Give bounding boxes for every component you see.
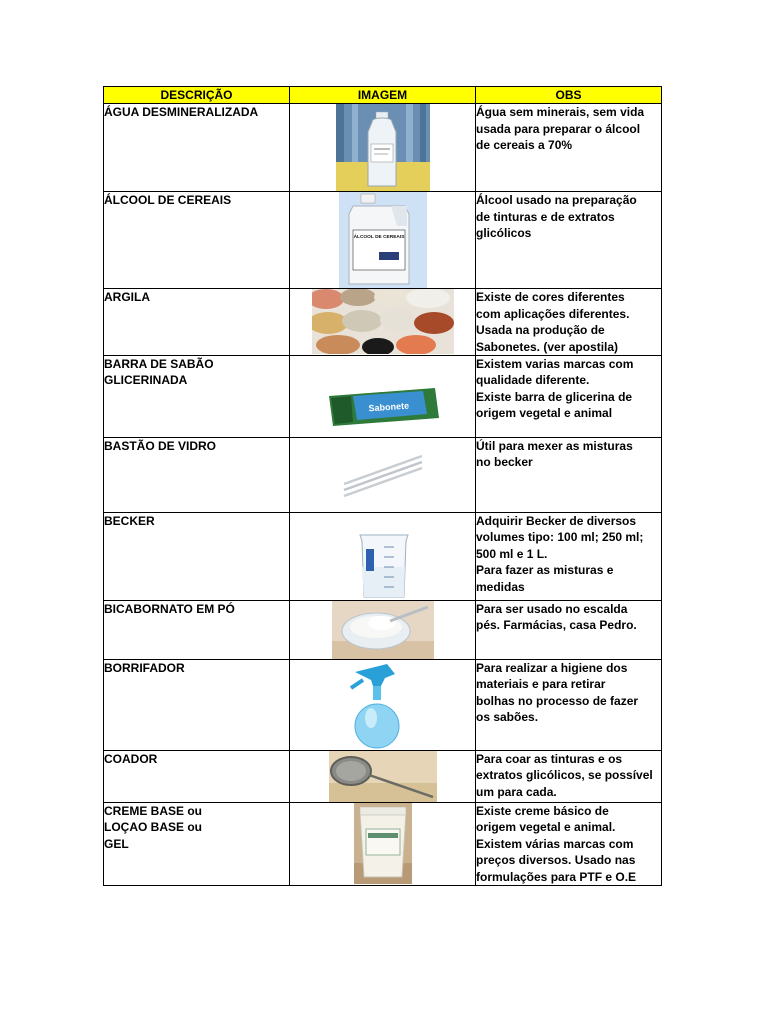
clay-powders-image xyxy=(312,289,454,354)
table-row xyxy=(104,513,662,601)
obs-text: 500 ml e 1 L. xyxy=(476,546,548,561)
table-row xyxy=(104,289,662,356)
description-cell xyxy=(104,289,290,356)
glycerin-soap-image xyxy=(323,374,443,434)
alcohol-label-text: ÁLCOOL DE CEREAIS xyxy=(353,235,404,241)
obs-text: Álcool usado na preparação xyxy=(476,193,637,208)
obs-text: pés. Farmácias, casa Pedro. xyxy=(476,618,637,633)
obs-text: usada para preparar o álcool xyxy=(476,121,641,136)
description-text: BASTÃO DE VIDRO xyxy=(104,439,217,454)
obs-text: Existem varias marcas com xyxy=(476,357,634,372)
beaker-image xyxy=(338,513,428,600)
obs-text: Existe barra de glicerina de xyxy=(476,389,633,404)
table-row xyxy=(104,438,662,513)
header-descricao: DESCRIÇÃO xyxy=(104,87,290,104)
description-cell xyxy=(104,751,290,803)
description-text: ÁLCOOL DE CEREAIS xyxy=(104,193,232,208)
obs-text: no becker xyxy=(476,455,533,470)
obs-text: volumes tipo: 100 ml; 250 ml; xyxy=(476,530,644,545)
image-cell xyxy=(290,513,476,601)
obs-text: origem vegetal e animal. xyxy=(476,820,616,835)
obs-text: formulações para PTF e O.E xyxy=(476,869,637,884)
description-cell xyxy=(104,438,290,513)
obs-text: extratos glicólicos, se possível xyxy=(476,768,653,783)
alcohol-jug-image xyxy=(339,192,427,288)
obs-text: Para realizar a higiene dos xyxy=(476,661,628,676)
obs-cell xyxy=(476,601,662,660)
obs-cell xyxy=(476,513,662,601)
table-row xyxy=(104,192,662,289)
strainer-image xyxy=(329,751,437,802)
image-cell xyxy=(290,192,476,289)
obs-text: Para fazer as misturas e xyxy=(476,563,614,578)
obs-text: Adquirir Becker de diversos xyxy=(476,514,637,529)
image-cell xyxy=(290,438,476,513)
obs-text: Para ser usado no escalda xyxy=(476,602,628,617)
description-cell xyxy=(104,803,290,886)
obs-text: Usada na produção de xyxy=(476,323,605,338)
obs-text: de cereais a 70% xyxy=(476,138,573,153)
obs-text: qualidade diferente. xyxy=(476,373,590,388)
obs-text: Sabonetes. (ver apostila) xyxy=(476,339,619,354)
obs-text: medidas xyxy=(476,579,525,594)
image-cell xyxy=(290,104,476,192)
header-obs: OBS xyxy=(476,87,662,104)
description-text: ÁGUA DESMINERALIZADA xyxy=(104,105,259,120)
description-cell xyxy=(104,356,290,438)
description-cell xyxy=(104,104,290,192)
obs-text: Existe creme básico de xyxy=(476,804,609,819)
obs-text: um para cada. xyxy=(476,784,557,799)
description-text: COADOR xyxy=(104,752,158,767)
obs-text: materiais e para retirar xyxy=(476,677,606,692)
glass-rods-image xyxy=(340,438,426,512)
obs-cell xyxy=(476,751,662,803)
description-text: BECKER xyxy=(104,514,155,529)
obs-text: com aplicações diferentes. xyxy=(476,306,630,321)
obs-text: Para coar as tinturas e os xyxy=(476,752,623,767)
obs-text: de tinturas e de extratos xyxy=(476,209,615,224)
description-text: BORRIFADOR xyxy=(104,661,185,676)
table-row xyxy=(104,104,662,192)
spray-bottle-image xyxy=(343,660,423,750)
image-cell xyxy=(290,289,476,356)
table-header-row xyxy=(104,87,662,104)
image-cell xyxy=(290,601,476,660)
image-cell xyxy=(290,751,476,803)
obs-cell xyxy=(476,660,662,751)
obs-cell xyxy=(476,438,662,513)
obs-text: preços diversos. Usado nas xyxy=(476,853,636,868)
description-cell xyxy=(104,601,290,660)
obs-cell xyxy=(476,803,662,886)
description-cell xyxy=(104,192,290,289)
table-row xyxy=(104,601,662,660)
description-text: BICABORNATO EM PÓ xyxy=(104,602,235,617)
description-text: GEL xyxy=(104,836,129,851)
obs-cell xyxy=(476,356,662,438)
obs-cell xyxy=(476,104,662,192)
description-text: BARRA DE SABÃO xyxy=(104,357,214,372)
description-text: ARGILA xyxy=(104,290,150,305)
image-cell xyxy=(290,356,476,438)
obs-text: os sabões. xyxy=(476,710,539,725)
obs-text: Existe de cores diferentes xyxy=(476,290,625,305)
table-row xyxy=(104,803,662,886)
image-cell xyxy=(290,803,476,886)
table-row xyxy=(104,356,662,438)
description-text: CREME BASE ou xyxy=(104,804,203,819)
obs-text: Água sem minerais, sem vida xyxy=(476,105,645,120)
obs-text: bolhas no processo de fazer xyxy=(476,693,639,708)
header-imagem: IMAGEM xyxy=(290,87,476,104)
obs-text: Útil para mexer as misturas xyxy=(476,439,633,454)
obs-cell xyxy=(476,192,662,289)
obs-cell xyxy=(476,289,662,356)
soap-label-text: Sabonete xyxy=(367,400,409,414)
obs-text: origem vegetal e animal xyxy=(476,406,613,421)
description-text: GLICERINADA xyxy=(104,373,188,388)
bicarbonate-bowl-image xyxy=(332,601,434,659)
image-cell xyxy=(290,660,476,751)
table-row xyxy=(104,751,662,803)
materials-table xyxy=(103,86,662,886)
description-cell xyxy=(104,660,290,751)
description-text: LOÇAO BASE ou xyxy=(104,820,202,835)
table-row xyxy=(104,660,662,751)
obs-text: Existem várias marcas com xyxy=(476,836,634,851)
water-bottle-image xyxy=(336,104,430,191)
description-cell xyxy=(104,513,290,601)
obs-text: glicólicos xyxy=(476,226,532,241)
cream-tub-image xyxy=(354,803,412,884)
